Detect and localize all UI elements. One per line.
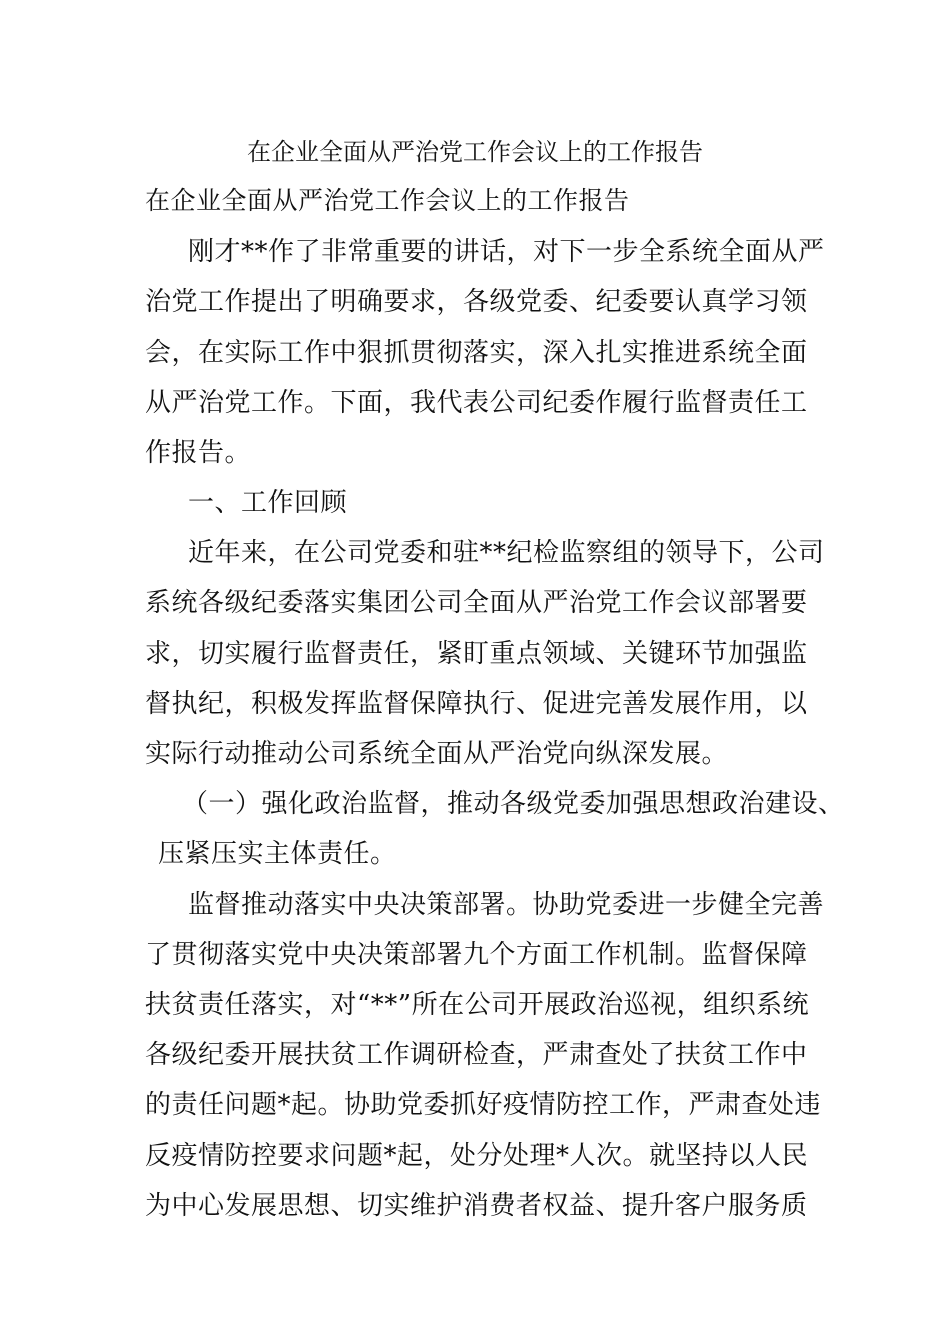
paragraph-line: 实际行动推动公司系统全面从严治党向纵深发展。 — [145, 739, 729, 769]
paragraph-line: 反疫情防控要求问题*起，处分处理*人次。就坚持以人民 — [145, 1141, 809, 1171]
section-heading: 一、工作回顾 — [188, 488, 348, 518]
paragraph-line: 会，在实际工作中狠抓贯彻落实，深入扎实推进系统全面 — [145, 338, 808, 368]
subsection-heading: （一）强化政治监督，推动各级党委加强思想政治建设、 — [182, 789, 845, 819]
paragraph-line: 治党工作提出了明确要求，各级党委、纪委要认真学习领 — [145, 287, 808, 317]
paragraph-line: 扶贫责任落实，对“**”所在公司开展政治巡视，组织系统 — [145, 990, 810, 1020]
paragraph-line: 了贯彻落实党中央决策部署九个方面工作机制。监督保障 — [145, 940, 808, 970]
paragraph-line: 系统各级纪委落实集团公司全面从严治党工作会议部署要 — [145, 588, 808, 618]
paragraph-line: 的责任问题*起。协助党委抓好疫情防控工作，严肃查处违 — [145, 1090, 822, 1120]
paragraph-line: 为中心发展思想、切实维护消费者权益、提升客户服务质 — [145, 1191, 808, 1221]
paragraph-line: 刚才**作了非常重要的讲话，对下一步全系统全面从严 — [188, 237, 825, 267]
paragraph-line: 从严治党工作。下面，我代表公司纪委作履行监督责任工 — [145, 388, 808, 418]
document-subtitle: 在企业全面从严治党工作会议上的工作报告 — [145, 186, 630, 215]
paragraph-line: 求，切实履行监督责任，紧盯重点领域、关键环节加强监 — [145, 639, 808, 669]
paragraph-line: 各级纪委开展扶贫工作调研检查，严肃查处了扶贫工作中 — [145, 1040, 808, 1070]
document-title: 在企业全面从严治党工作会议上的工作报告 — [247, 138, 703, 166]
paragraph-line: 近年来，在公司党委和驻**纪检监察组的领导下，公司 — [188, 538, 825, 568]
paragraph-line: 督执纪，积极发挥监督保障执行、促进完善发展作用，以 — [145, 689, 808, 719]
subsection-heading-continued: 压紧压实主体责任。 — [158, 839, 397, 869]
paragraph-line: 监督推动落实中央决策部署。协助党委进一步健全完善 — [188, 890, 825, 920]
paragraph-line: 作报告。 — [145, 438, 252, 468]
